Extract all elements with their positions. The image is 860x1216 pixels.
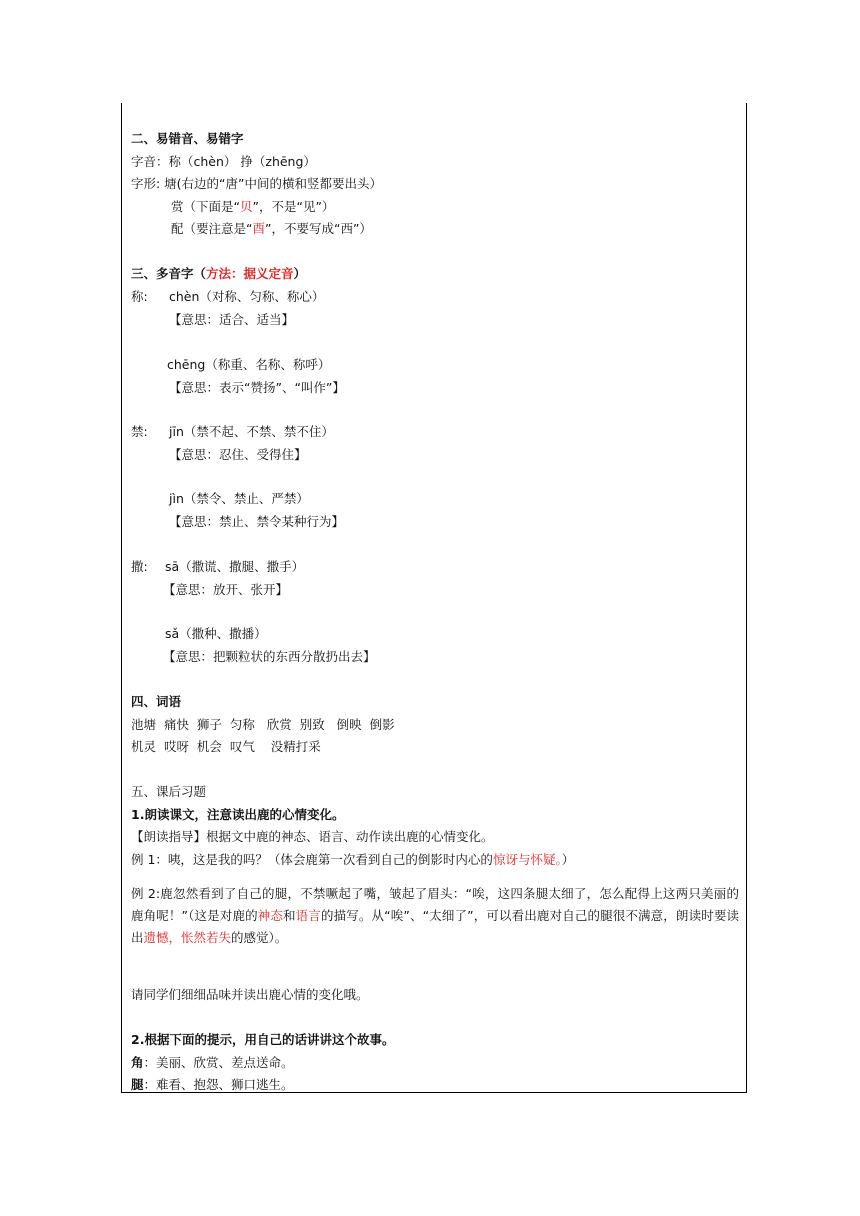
words-row-2: 机灵 哎呀 机会 叹气 没精打采 xyxy=(131,739,321,754)
reading-guide: 【朗读指导】根据文中鹿的神态、语言、动作读出鹿的心情变化。 xyxy=(131,829,494,844)
chen-reading: chèn（对称、匀称、称心） xyxy=(169,289,325,304)
sa3-reading: sǎ（撒种、撒播） xyxy=(165,626,267,641)
shang-red-char: 贝 xyxy=(239,199,253,214)
question-1: 1.朗读课文，注意读出鹿的心情变化。 xyxy=(131,807,345,822)
zi-xing-line: 字形: 塘(右边的“唐”中间的横和竖都要出头） xyxy=(131,176,383,191)
section-4-title: 四、词语 xyxy=(131,694,182,709)
zi-yin-line: 字音：称（chèn） 挣（zhēng） xyxy=(131,154,316,169)
pei-red-char: 酉 xyxy=(252,221,265,236)
invitation-line: 请同学们细细品味并读出鹿心情的变化哦。 xyxy=(131,987,369,1002)
jin1-meaning: 【意思：忍住、受得住】 xyxy=(169,447,307,462)
method-hint: 方法：据义定音 xyxy=(206,266,294,281)
emphasis-feeling: 遗憾，怅然若失 xyxy=(143,930,232,945)
words-row-1: 池塘 痛快 狮子 匀称 欣赏 别致 倒映 倒影 xyxy=(131,717,395,732)
section-3-title: 三、多音字（方法：据义定音） xyxy=(131,266,307,281)
sa3-meaning: 【意思：把颗粒状的东西分散扔出去】 xyxy=(163,649,376,664)
chen-meaning: 【意思：适合、适当】 xyxy=(169,312,295,327)
pei-line: 配（要注意是“酉”，不要写成“西”） xyxy=(171,221,372,236)
section-5-title: 五、课后习题 xyxy=(131,784,207,799)
sa1-reading: sā（撒谎、撒腿、撒手） xyxy=(165,559,305,574)
emphasis-language: 语言 xyxy=(295,908,321,923)
char-sa: 撒: xyxy=(131,559,148,574)
char-jin: 禁: xyxy=(131,424,148,439)
example-1-emphasis: 惊讶与怀疑。 xyxy=(492,852,562,867)
example-2: 例 2:鹿忽然看到了自己的腿，不禁噘起了嘴，皱起了眉头：“唉，这四条腿太细了，怎么配得上这两只美丽的鹿角呢！”（这是对鹿的神态和语言的描写。从“唉”、“太细了”，可以看出鹿对自己的腿很不满意，朗读时要读出遗憾，怅然若失的感觉）。 xyxy=(131,886,739,945)
cheng-reading: chēng（称重、名称、称呼） xyxy=(167,357,331,372)
hint-legs: 腿：难看、抱怨、狮口逃生。 xyxy=(131,1077,294,1092)
example-1: 例 1：咦，这是我的吗？（体会鹿第一次看到自己的倒影时内心的惊讶与怀疑。） xyxy=(131,852,575,867)
jin1-reading: jīn（禁不起、不禁、禁不住） xyxy=(169,424,334,439)
sa1-meaning: 【意思：放开、张开】 xyxy=(163,582,289,597)
shang-line: 赏（下面是“贝”，不是“见”） xyxy=(171,199,335,214)
jin4-meaning: 【意思：禁止、禁令某种行为】 xyxy=(169,514,345,529)
emphasis-expression: 神态 xyxy=(257,908,284,923)
section-2-title: 二、易错音、易错字 xyxy=(131,131,244,146)
hint-horn: 角：美丽、欣赏、差点送命。 xyxy=(131,1055,294,1070)
jin4-reading: jìn（禁令、禁止、严禁） xyxy=(169,491,309,506)
question-2: 2.根据下面的提示，用自己的话讲讲这个故事。 xyxy=(131,1032,395,1047)
cheng-meaning: 【意思：表示“赞扬”、“叫作”】 xyxy=(169,380,345,395)
char-cheng: 称: xyxy=(131,289,148,304)
